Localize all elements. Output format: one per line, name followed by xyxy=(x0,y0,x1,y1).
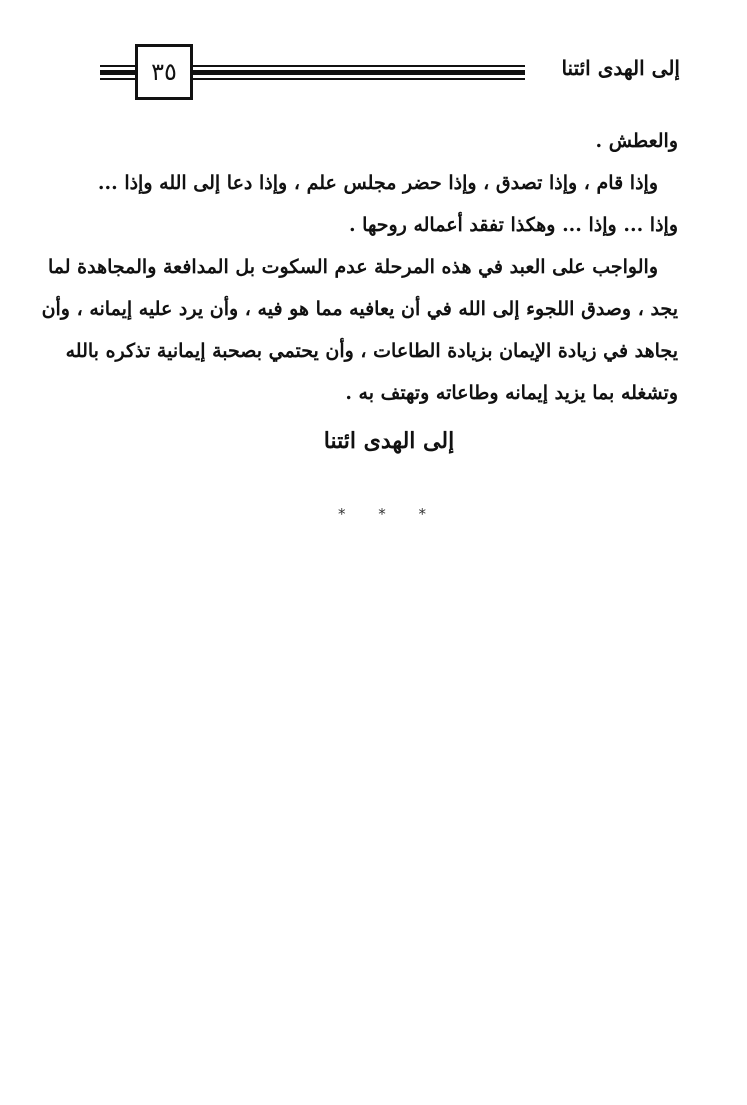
section-separator: * * * xyxy=(337,505,441,523)
paragraph-2-line-2: وإذا ... وإذا ... وهكذا تفقد أعماله روحها . xyxy=(348,214,678,236)
page-number-box xyxy=(135,44,193,100)
paragraph-3-line-1: والواجب على العبد في هذه المرحلة عدم السكوت بل المدافعة والمجاهدة لما xyxy=(47,256,658,278)
paragraph-1-line-1: والعطش . xyxy=(595,130,678,152)
paragraph-3-line-3: يجاهد في زيادة الإيمان بزيادة الطاعات ، وأن يحتمي بصحبة إيمانية تذكره بالله xyxy=(65,340,678,362)
paragraph-2-line-1: وإذا قام ، وإذا تصدق ، وإذا حضر مجلس علم ، وإذا دعا إلى الله وإذا ... xyxy=(97,172,658,194)
page-number: ٣٥ xyxy=(151,58,177,86)
running-head-title: إلى الهدى ائتنا xyxy=(561,56,680,80)
main-text xyxy=(41,120,678,414)
paragraph-3-line-4: وتشغله بما يزيد إيمانه وطاعاته وتهتف به . xyxy=(345,382,678,404)
closing-book-title: إلى الهدى ائتنا xyxy=(323,428,455,454)
page-header xyxy=(100,40,680,100)
paragraph-3-line-2: يجد ، وصدق اللجوء إلى الله في أن يعافيه مما هو فيه ، وأن يرد عليه إيمانه ، وأن xyxy=(41,298,678,320)
